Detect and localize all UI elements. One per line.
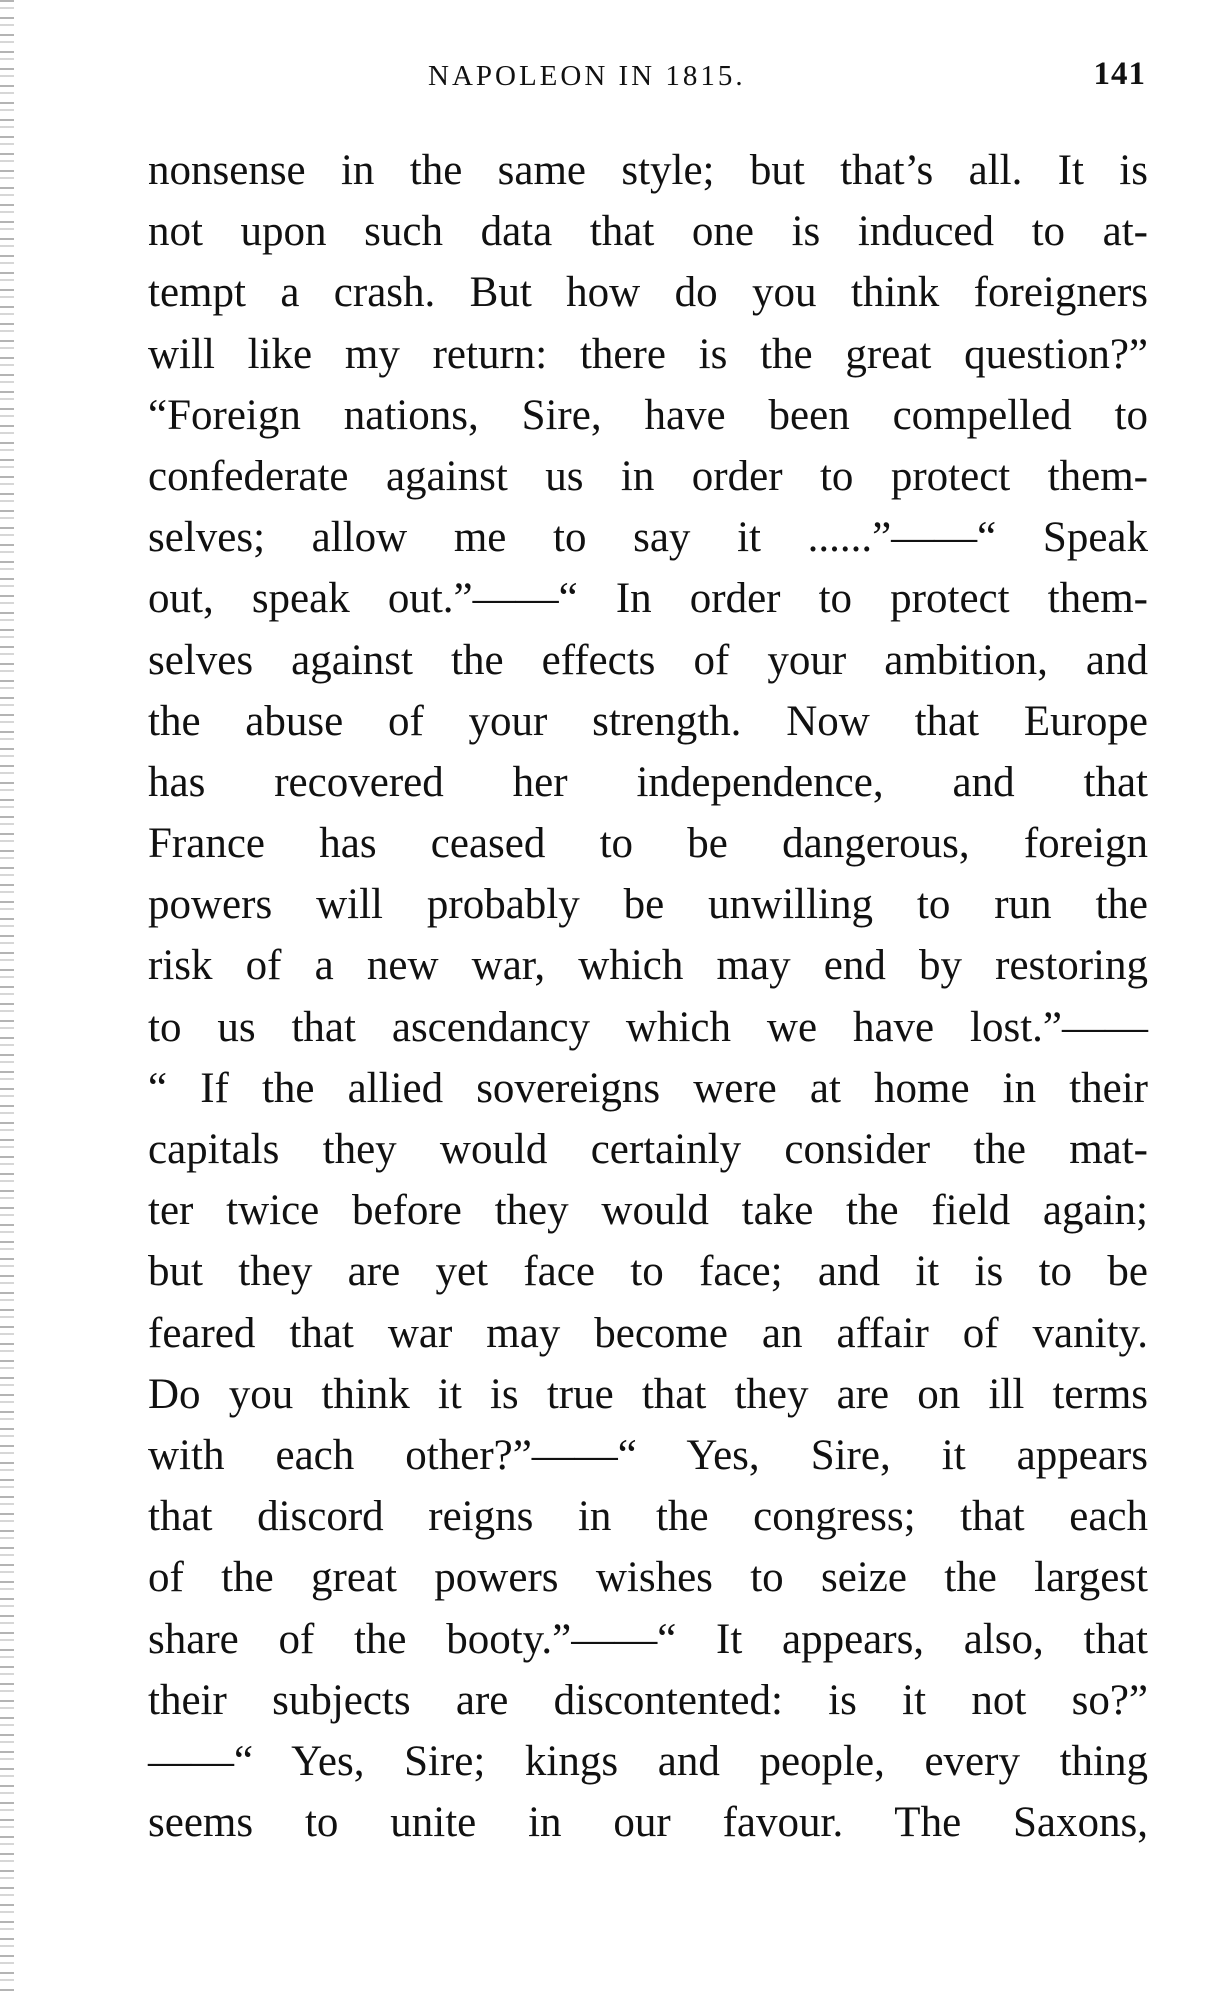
text-line: feared that war may become an affair of vanity. <box>148 1309 1148 1357</box>
text-line: nonsense in the same style; but that’s all. It is <box>148 147 1148 194</box>
text-line: to us that ascendancy which we have lost.”—— <box>148 1003 1148 1051</box>
text-line: Do you think it is true that they are on ill terms <box>148 1370 1148 1418</box>
running-head <box>150 52 1150 102</box>
text-line: ——“ Yes, Sire; kings and people, every thing <box>148 1737 1148 1785</box>
text-line: risk of a new war, which may end by restoring <box>148 942 1148 990</box>
text-line: the abuse of your strength. Now that Europe <box>148 697 1148 745</box>
text-line: France has ceased to be dangerous, foreign <box>148 820 1148 868</box>
body-text <box>148 140 1148 1853</box>
text-line: their subjects are discontented: is it not so?” <box>148 1676 1148 1724</box>
binding-edge <box>0 0 14 1996</box>
text-line: out, speak out.”——“ In order to protect them- <box>148 575 1148 623</box>
text-line: confederate against us in order to protect them- <box>148 452 1148 500</box>
text-line: powers will probably be unwilling to run the <box>148 881 1148 929</box>
text-line: with each other?”——“ Yes, Sire, it appears <box>148 1431 1148 1479</box>
text-line: “Foreign nations, Sire, have been compelled to <box>148 391 1148 439</box>
text-line: tempt a crash. But how do you think foreigners <box>148 269 1148 317</box>
text-line: of the great powers wishes to seize the largest <box>148 1554 1148 1602</box>
running-title: NAPOLEON IN 1815. <box>428 60 746 92</box>
text-line: selves against the effects of your ambition, and <box>148 636 1148 684</box>
text-line: that discord reigns in the congress; that each <box>148 1493 1148 1541</box>
page-number: 141 <box>1093 56 1146 92</box>
text-line: will like my return: there is the great question?” <box>148 330 1148 378</box>
text-line: ter twice before they would take the field again; <box>148 1187 1148 1235</box>
text-line: share of the booty.”——“ It appears, also, that <box>148 1615 1148 1663</box>
text-line: capitals they would certainly consider the mat- <box>148 1126 1148 1173</box>
text-line: “ If the allied sovereigns were at home in their <box>148 1064 1148 1112</box>
text-line: seems to unite in our favour. The Saxons, <box>148 1799 1148 1847</box>
text-line: not upon such data that one is induced to at- <box>148 208 1148 256</box>
text-line: selves; allow me to say it ......”——“ Speak <box>148 514 1148 562</box>
text-line: has recovered her independence, and that <box>148 758 1148 806</box>
text-line: but they are yet face to face; and it is to be <box>148 1248 1148 1296</box>
